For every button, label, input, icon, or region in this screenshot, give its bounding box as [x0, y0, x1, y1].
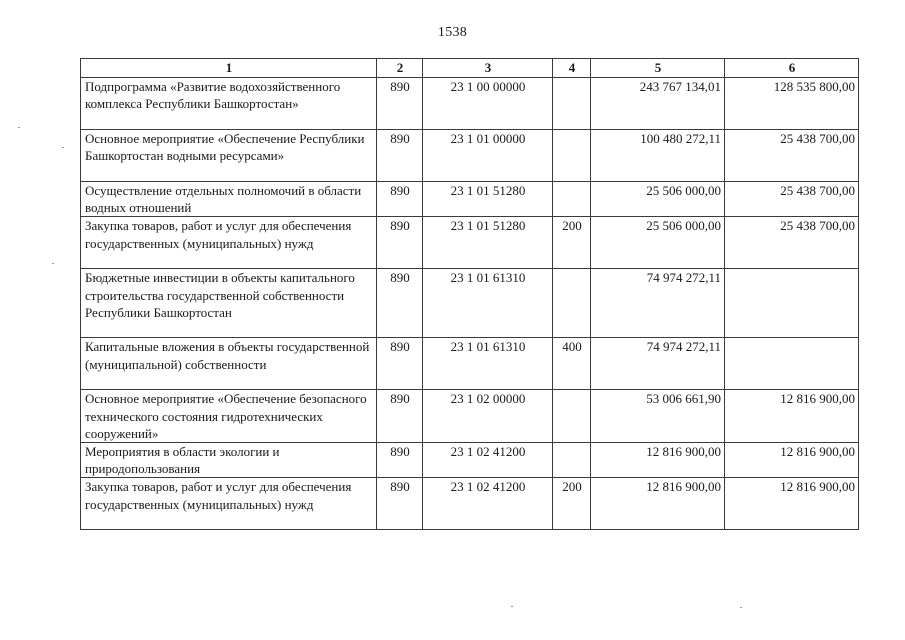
row-col3: 23 1 01 51280: [423, 217, 553, 269]
row-col4: [553, 78, 591, 130]
row-col3: 23 1 02 41200: [423, 443, 553, 478]
row-col5: 243 767 134,01: [591, 78, 725, 130]
column-header-6: 6: [725, 59, 859, 78]
table-row: [81, 443, 859, 478]
row-col3: 23 1 01 51280: [423, 182, 553, 217]
row-name: Бюджетные инвестиции в объекты капитального строительства государственной собственности Республики Башкортостан: [81, 269, 377, 338]
row-col3: 23 1 01 61310: [423, 338, 553, 390]
table-row: [81, 478, 859, 530]
table-row: [81, 217, 859, 269]
scan-speck: [18, 127, 20, 128]
row-col2: 890: [377, 78, 423, 130]
row-col5: 12 816 900,00: [591, 443, 725, 478]
row-col5: 74 974 272,11: [591, 338, 725, 390]
row-col2: 890: [377, 182, 423, 217]
row-col2: 890: [377, 443, 423, 478]
row-col6: 25 438 700,00: [725, 182, 859, 217]
row-name: Основное мероприятие «Обеспечение Республики Башкортостан водными ресурсами»: [81, 130, 377, 182]
row-col3: 23 1 00 00000: [423, 78, 553, 130]
row-col2: 890: [377, 269, 423, 338]
table-row: [81, 390, 859, 443]
row-col4: 200: [553, 478, 591, 530]
table-row: [81, 130, 859, 182]
row-col6: 25 438 700,00: [725, 217, 859, 269]
row-col4: [553, 443, 591, 478]
table-row: [81, 182, 859, 217]
row-col4: 200: [553, 217, 591, 269]
column-header-2: 2: [377, 59, 423, 78]
row-col3: 23 1 02 41200: [423, 478, 553, 530]
row-col5: 74 974 272,11: [591, 269, 725, 338]
table-header-row: [81, 59, 859, 78]
row-name: Закупка товаров, работ и услуг для обеспечения государственных (муниципальных) нужд: [81, 217, 377, 269]
row-col4: [553, 130, 591, 182]
row-col5: 53 006 661,90: [591, 390, 725, 443]
table-row: [81, 269, 859, 338]
column-header-3: 3: [423, 59, 553, 78]
row-name: Осуществление отдельных полномочий в области водных отношений: [81, 182, 377, 217]
row-col4: [553, 182, 591, 217]
row-col5: 25 506 000,00: [591, 182, 725, 217]
column-header-5: 5: [591, 59, 725, 78]
row-col2: 890: [377, 338, 423, 390]
budget-table: [80, 58, 859, 530]
scan-speck: [740, 607, 742, 608]
scan-speck: [62, 147, 64, 148]
row-col5: 12 816 900,00: [591, 478, 725, 530]
page-number: 1538: [437, 25, 468, 40]
scan-speck: [511, 606, 513, 607]
row-name: Закупка товаров, работ и услуг для обеспечения государственных (муниципальных) нужд: [81, 478, 377, 530]
row-name: Мероприятия в области экологии и природопользования: [81, 443, 377, 478]
row-col3: 23 1 01 00000: [423, 130, 553, 182]
row-col6: 12 816 900,00: [725, 443, 859, 478]
row-name: Подпрограмма «Развитие водохозяйственного комплекса Республики Башкортостан»: [81, 78, 377, 130]
scan-speck: [52, 263, 54, 264]
row-name: Капитальные вложения в объекты государственной (муниципальной) собственности: [81, 338, 377, 390]
row-col6: [725, 269, 859, 338]
table-row: [81, 78, 859, 130]
table-row: [81, 338, 859, 390]
row-col6: 25 438 700,00: [725, 130, 859, 182]
column-header-1: 1: [81, 59, 377, 78]
row-col4: [553, 390, 591, 443]
row-name: Основное мероприятие «Обеспечение безопасного технического состояния гидротехнических сооружений»: [81, 390, 377, 443]
row-col6: 12 816 900,00: [725, 390, 859, 443]
row-col6: 128 535 800,00: [725, 78, 859, 130]
row-col2: 890: [377, 390, 423, 443]
row-col3: 23 1 02 00000: [423, 390, 553, 443]
row-col2: 890: [377, 478, 423, 530]
row-col6: 12 816 900,00: [725, 478, 859, 530]
row-col3: 23 1 01 61310: [423, 269, 553, 338]
row-col2: 890: [377, 217, 423, 269]
row-col2: 890: [377, 130, 423, 182]
row-col5: 25 506 000,00: [591, 217, 725, 269]
row-col6: [725, 338, 859, 390]
row-col4: 400: [553, 338, 591, 390]
row-col4: [553, 269, 591, 338]
column-header-4: 4: [553, 59, 591, 78]
row-col5: 100 480 272,11: [591, 130, 725, 182]
